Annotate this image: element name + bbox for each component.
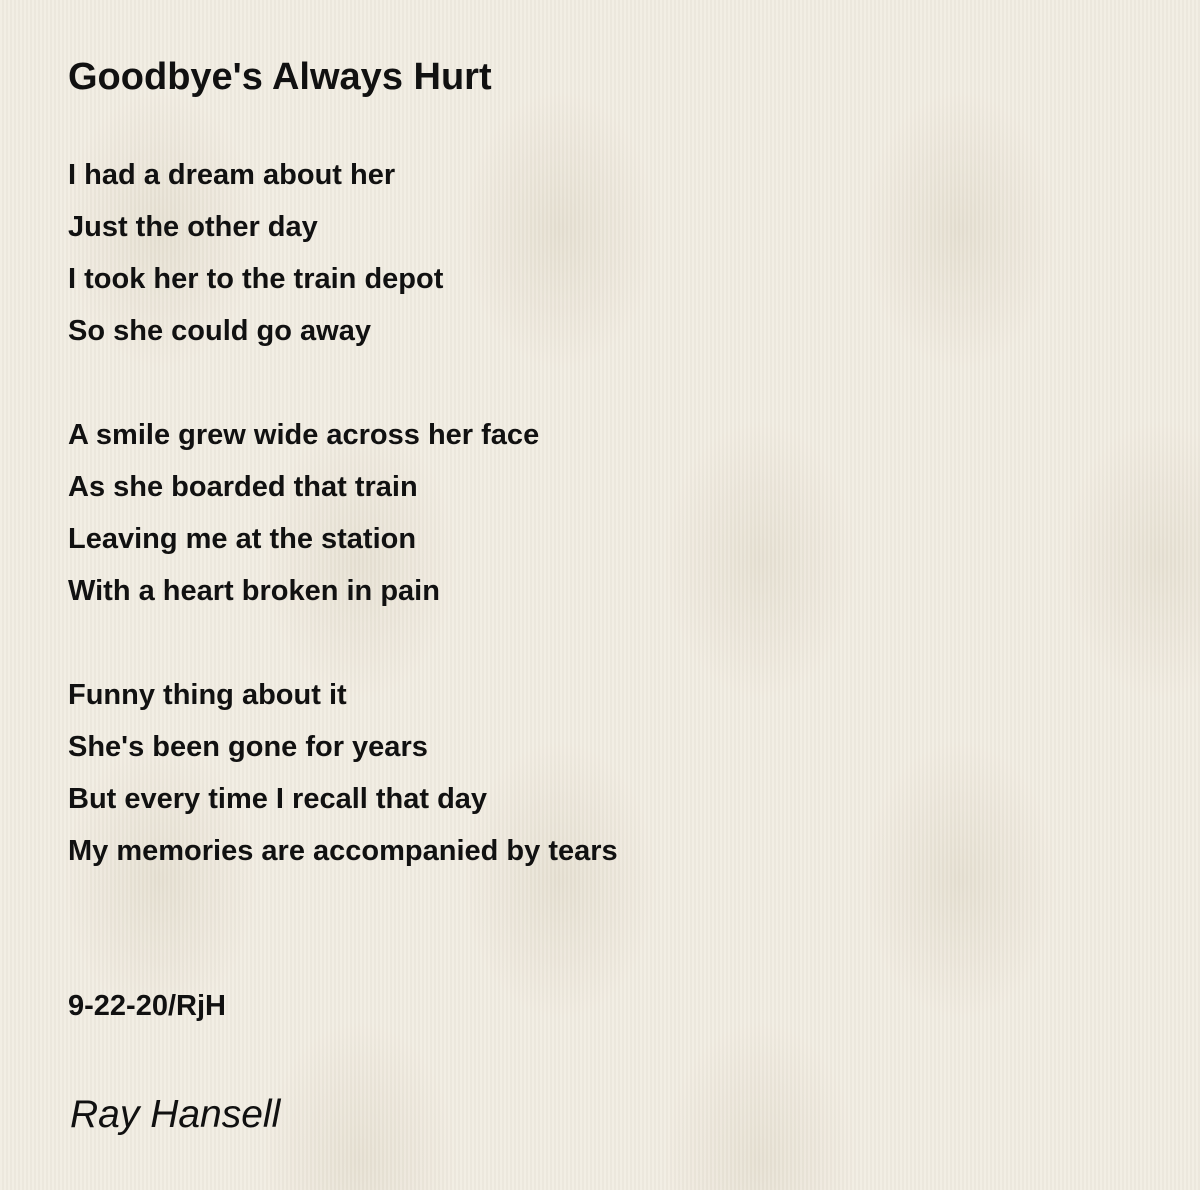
poem-line: She's been gone for years xyxy=(68,731,428,763)
poem-signature: 9-22-20/RjH xyxy=(68,990,226,1022)
poem-line: With a heart broken in pain xyxy=(68,575,440,607)
poem-body xyxy=(68,149,1128,877)
poem-line: I took her to the train depot xyxy=(68,263,444,295)
poem-line: So she could go away xyxy=(68,315,371,347)
poem-line: But every time I recall that day xyxy=(68,783,488,815)
poem-container xyxy=(68,52,1128,929)
stanza-1 xyxy=(68,149,1128,357)
poem-author: Ray Hansell xyxy=(70,1093,281,1136)
poem-line: A smile grew wide across her face xyxy=(68,419,540,451)
poem-line: My memories are accompanied by tears xyxy=(68,835,618,867)
poem-line: I had a dream about her xyxy=(68,159,396,191)
poem-line: Funny thing about it xyxy=(68,679,347,711)
poem-line: Leaving me at the station xyxy=(68,523,417,555)
poem-title: Goodbye's Always Hurt xyxy=(68,56,492,98)
stanza-3 xyxy=(68,669,1128,877)
poem-line: As she boarded that train xyxy=(68,471,418,503)
poem-line: Just the other day xyxy=(68,211,318,243)
stanza-2 xyxy=(68,409,1128,617)
